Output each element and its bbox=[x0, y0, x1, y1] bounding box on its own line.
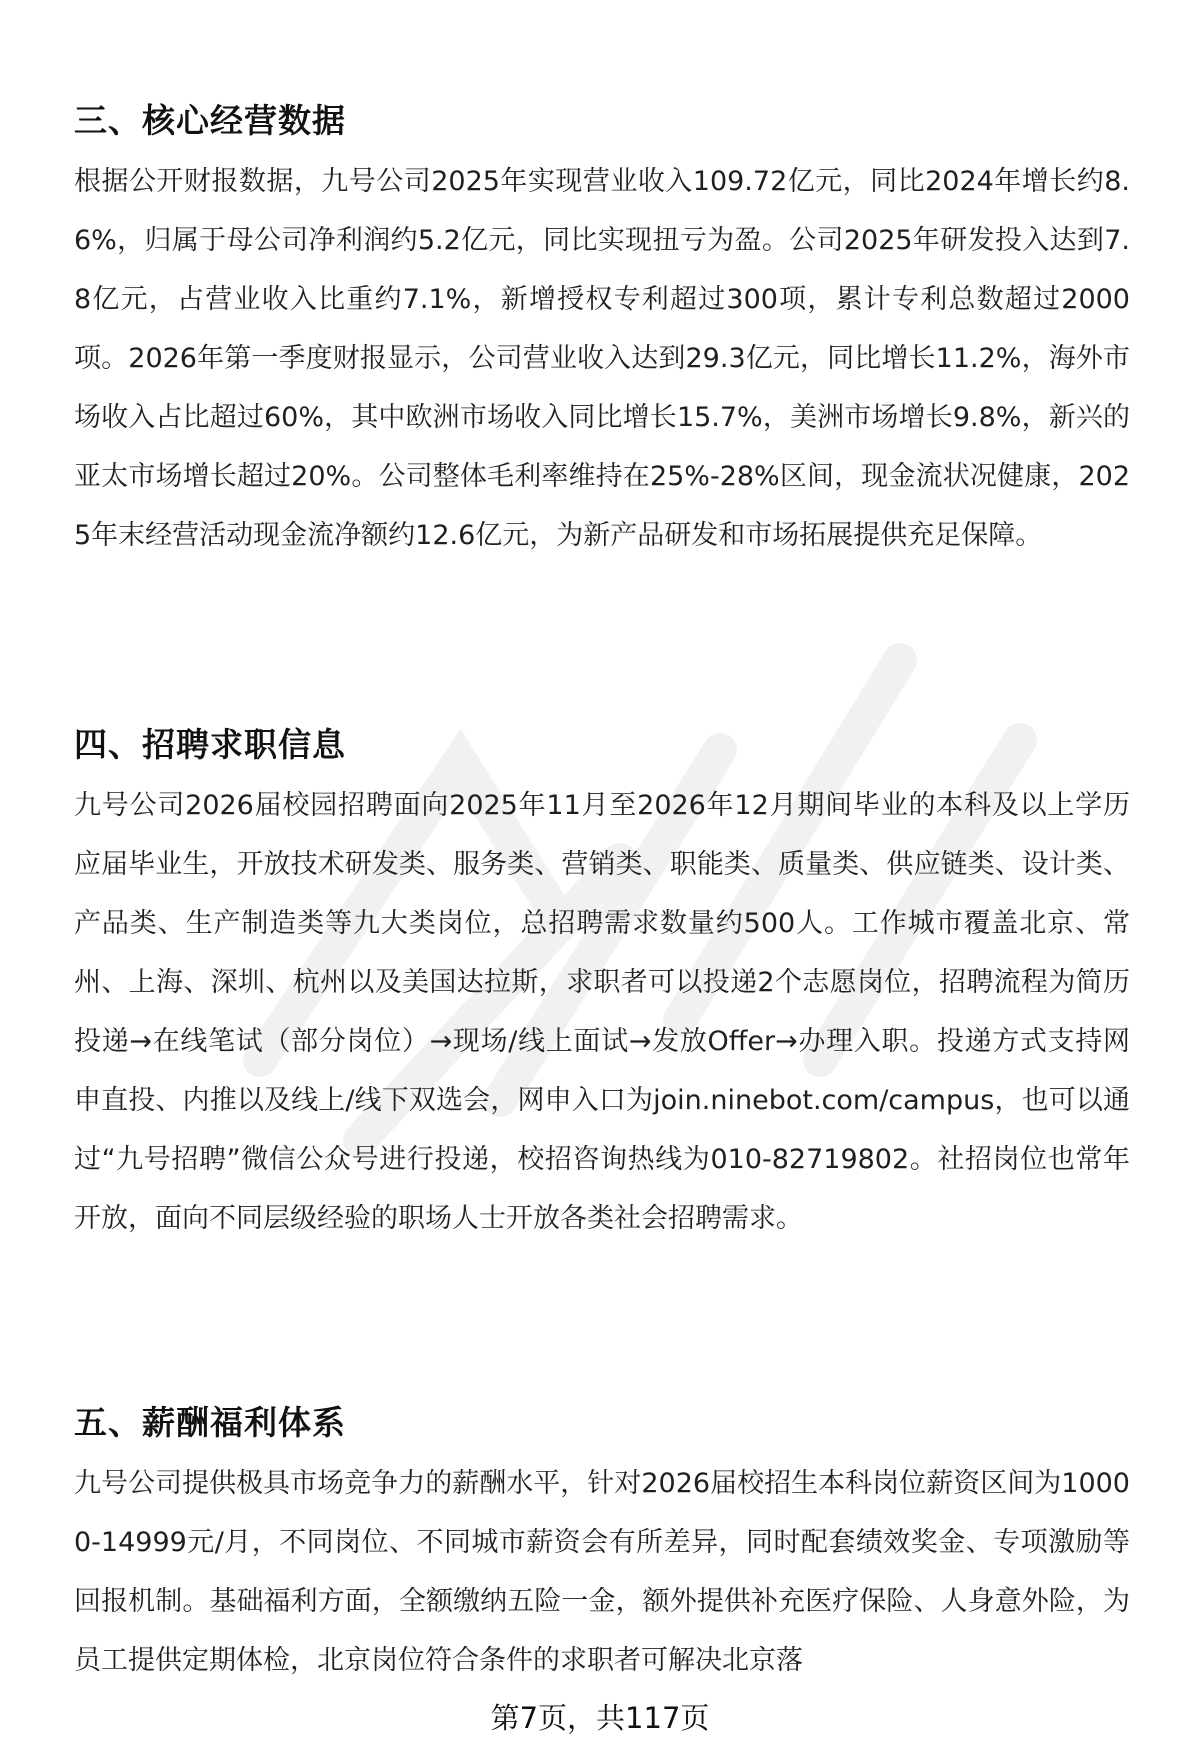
section-body-core-data: 根据公开财报数据，九号公司2025年实现营业收入109.72亿元，同比2024年增长约8.6%，归属于母公司净利润约5.2亿元，同比实现扭亏为盈。公司2025年研发投入达到7.8亿元，占营业收入比重约7.1%，新增授权专利超过300项，累计专利总数超过2000项。2026年第一季度财报显示，公司营业收入达到29.3亿元，同比增长11.2%，海外市场收入占比超过60%，其中欧洲市场收入同比增长15.7%，美洲市场增长9.8%，新兴的亚太市场增长超过20%。公司整体毛利率维持在25%-28%区间，现金流状况健康，2025年末经营活动现金流净额约12.6亿元，为新产品研发和市场拓展提供充足保障。 bbox=[74, 166, 1130, 551]
page-indicator: 第7页，共117页 bbox=[490, 1701, 710, 1735]
section-heading-compensation: 五、薪酬福利体系 bbox=[74, 1403, 346, 1443]
section-body-recruitment: 九号公司2026届校园招聘面向2025年11月至2026年12月期间毕业的本科及以上学历应届毕业生，开放技术研发类、服务类、营销类、职能类、质量类、供应链类、设计类、产品类、生产制造类等九大类岗位，总招聘需求数量约500人。工作城市覆盖北京、常州、上海、深圳、杭州以及美国达拉斯，求职者可以投递2个志愿岗位，招聘流程为简历投递→在线笔试（部分岗位）→现场/线上面试→发放Offer→办理入职。投递方式支持网申直投、内推以及线上/线下双选会，网申入口为join.ninebot.com/campus，也可以通过“九号招聘”微信公众号进行投递，校招咨询热线为010-82719802。社招岗位也常年开放，面向不同层级经验的职场人士开放各类社会招聘需求。 bbox=[74, 790, 1130, 1234]
section-heading-recruitment: 四、招聘求职信息 bbox=[74, 725, 346, 765]
section-body-compensation: 九号公司提供极具市场竞争力的薪酬水平，针对2026届校招生本科岗位薪资区间为10000-14999元/月，不同岗位、不同城市薪资会有所差异，同时配套绩效奖金、专项激励等回报机制。基础福利方面，全额缴纳五险一金，额外提供补充医疗保险、人身意外险，为员工提供定期体检，北京岗位符合条件的求职者可解决北京落 bbox=[74, 1468, 1130, 1676]
section-heading-core-data: 三、核心经营数据 bbox=[74, 101, 346, 141]
